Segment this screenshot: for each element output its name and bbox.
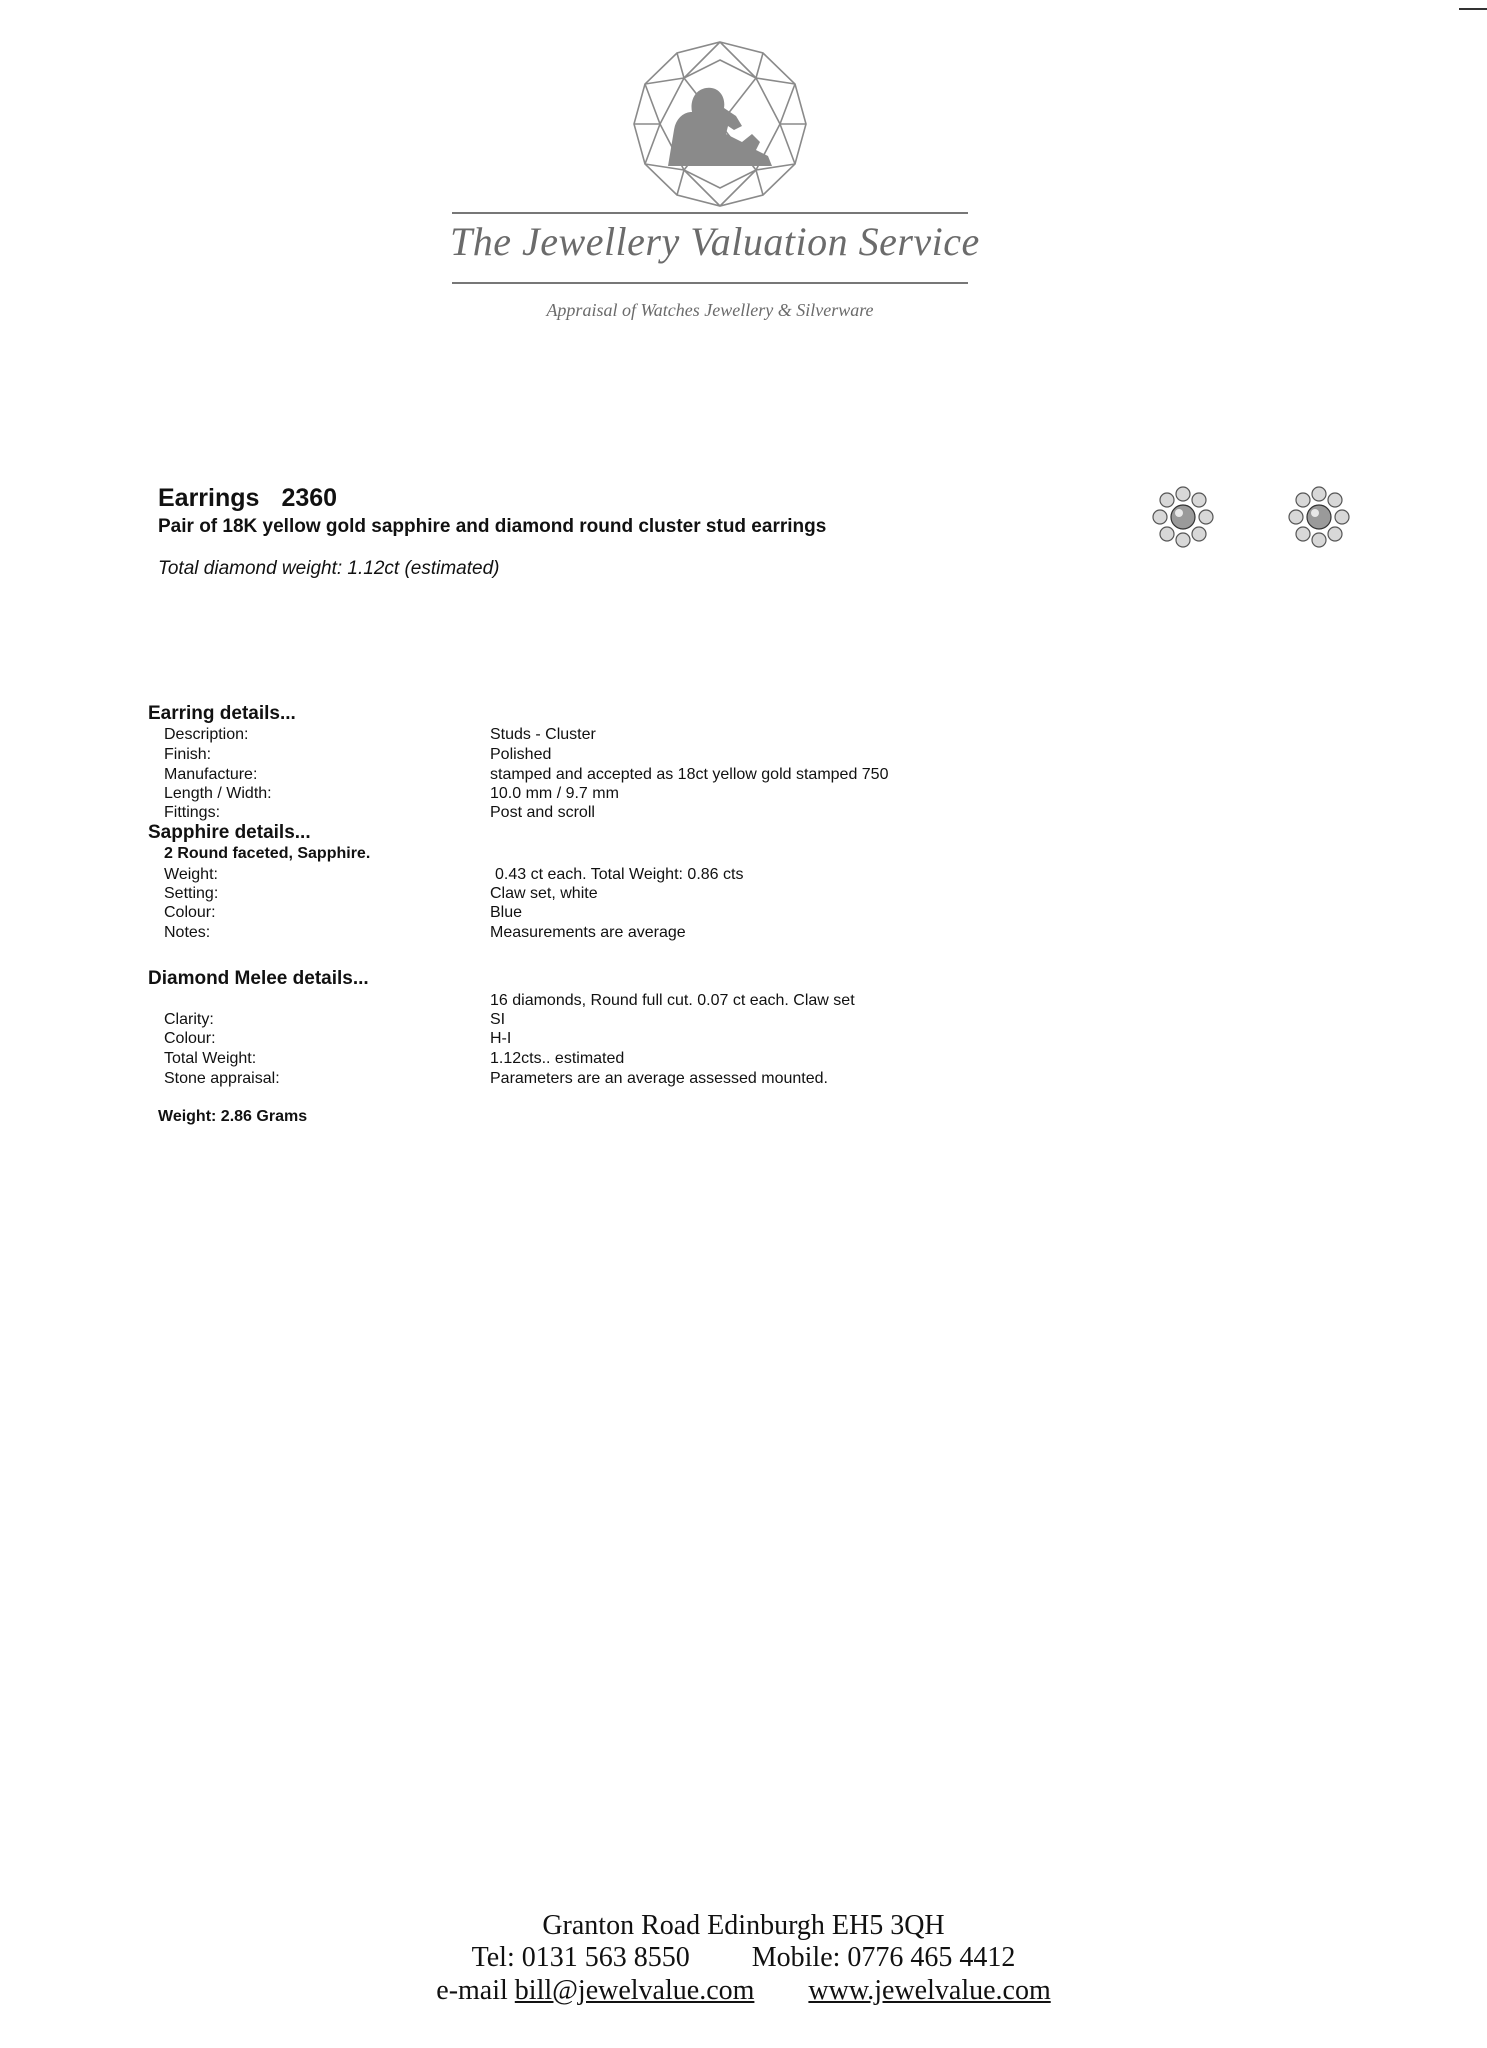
earring-right-icon: [1288, 486, 1350, 548]
mobile-label: Mobile:: [751, 1942, 841, 1973]
detail-label: Notes:: [164, 924, 211, 941]
detail-value: Polished: [490, 746, 552, 763]
detail-label: Total Weight:: [164, 1050, 257, 1067]
detail-label: Length / Width:: [164, 785, 272, 802]
diamond-details-title: Diamond Melee details...: [148, 968, 369, 989]
detail-label: Weight:: [164, 866, 218, 883]
detail-value: Parameters are an average assessed mounted.: [490, 1070, 828, 1087]
sapphire-details-title: Sapphire details...: [148, 822, 311, 843]
detail-label: Description:: [164, 726, 249, 743]
email-link[interactable]: bill@jewelvalue.com: [514, 1975, 755, 2006]
detail-value: Measurements are average: [490, 924, 686, 941]
detail-value: 10.0 mm / 9.7 mm: [490, 785, 619, 802]
diamond-summary: 16 diamonds, Round full cut. 0.07 ct each. Claw set: [490, 992, 855, 1009]
mobile-number: 0776 465 4412: [847, 1942, 1016, 1973]
company-name: The Jewellery Valuation Service: [450, 219, 980, 264]
detail-label: Manufacture:: [164, 766, 258, 783]
earring-left-icon: [1152, 486, 1214, 548]
detail-value: stamped and accepted as 18ct yellow gold stamped 750: [490, 766, 889, 783]
header-rule-top: [452, 212, 968, 214]
detail-value: SI: [490, 1011, 506, 1028]
jeweller-logo-icon: [630, 38, 810, 210]
sapphire-subtitle: 2 Round faceted, Sapphire.: [164, 845, 371, 862]
earring-details-title: Earring details...: [148, 703, 296, 724]
item-title: [158, 484, 337, 513]
total-weight: Weight: 2.86 Grams: [158, 1108, 308, 1125]
detail-value: Studs - Cluster: [490, 726, 596, 743]
item-number: 2360: [281, 484, 338, 512]
tel-number: 0131 563 8550: [521, 1942, 690, 1973]
detail-label: Setting:: [164, 885, 219, 902]
item-category: Earrings: [158, 484, 260, 512]
detail-label: Colour:: [164, 904, 216, 921]
detail-label: Finish:: [164, 746, 212, 763]
detail-value: H-I: [490, 1030, 512, 1047]
company-tagline: Appraisal of Watches Jewellery & Silverware: [546, 300, 874, 320]
website-link[interactable]: www.jewelvalue.com: [808, 1975, 1051, 2006]
header-rule-bottom: [452, 282, 968, 284]
detail-value: Claw set, white: [490, 885, 598, 902]
footer-address: Granton Road Edinburgh EH5 3QH: [542, 1910, 945, 1941]
email-label: e-mail: [436, 1975, 508, 2006]
item-total-diamond-weight: Total diamond weight: 1.12ct (estimated): [158, 558, 500, 579]
page-corner-mark: [1459, 8, 1487, 10]
detail-label: Stone appraisal:: [164, 1070, 280, 1087]
footer-phones: [0, 1942, 1487, 1974]
detail-label: Fittings:: [164, 804, 221, 821]
detail-value: Blue: [490, 904, 523, 921]
item-description: Pair of 18K yellow gold sapphire and diamond round cluster stud earrings: [158, 516, 827, 537]
tel-label: Tel:: [471, 1942, 515, 1973]
detail-value: 1.12cts.. estimated: [490, 1050, 625, 1067]
detail-value: 0.43 ct each. Total Weight: 0.86 cts: [495, 866, 744, 883]
detail-label: Clarity:: [164, 1011, 214, 1028]
detail-label: Colour:: [164, 1030, 216, 1047]
footer-contact: [0, 1975, 1487, 2007]
detail-value: Post and scroll: [490, 804, 595, 821]
